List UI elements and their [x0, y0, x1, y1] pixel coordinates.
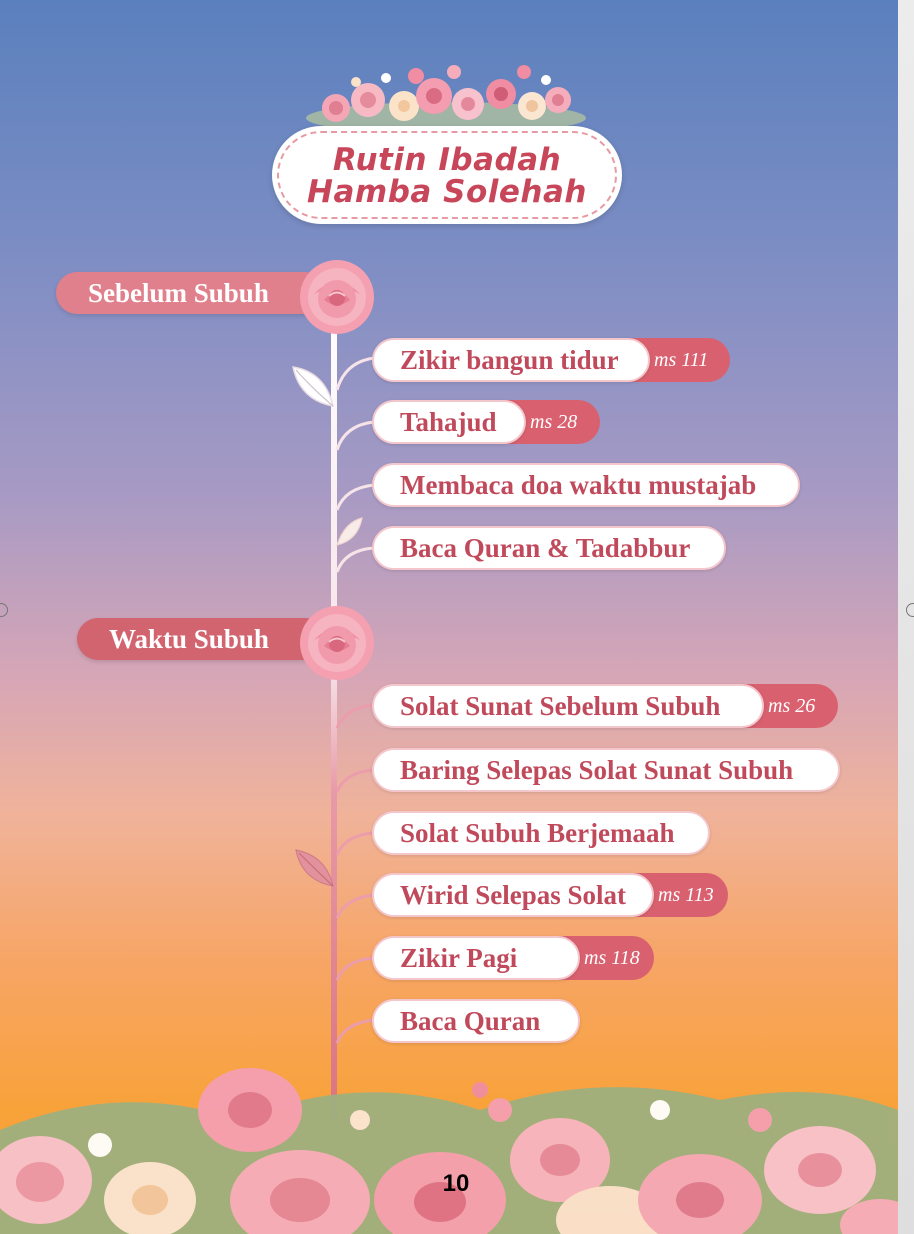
section-label: Waktu Subuh — [109, 624, 269, 654]
item-label: Tahajud — [372, 400, 526, 444]
rose-icon — [296, 602, 378, 684]
page-edge — [898, 0, 914, 1234]
item-label: Membaca doa waktu mustajab — [372, 463, 800, 507]
item-label: Solat Subuh Berjemaah — [372, 811, 710, 855]
page-number: 10 — [442, 1170, 470, 1197]
item-label: Baring Selepas Solat Sunat Subuh — [372, 748, 840, 792]
section-label: Sebelum Subuh — [88, 278, 269, 308]
rose-icon — [296, 256, 378, 338]
page-reference-badge: ms 113 — [624, 873, 728, 917]
title-line-2: Hamba Solehah — [307, 174, 587, 210]
leaf-icon — [293, 367, 333, 406]
page-reference-badge: ms 118 — [550, 936, 654, 980]
rose-border-illustration — [0, 1050, 898, 1234]
flower-bouquet-icon — [296, 58, 596, 136]
item-label: Wirid Selepas Solat — [372, 873, 654, 917]
section-header-sebelum-subuh — [56, 272, 326, 314]
item-label: Zikir Pagi — [372, 936, 580, 980]
item-label: Baca Quran — [372, 999, 580, 1043]
item-label: Solat Sunat Sebelum Subuh — [372, 684, 764, 728]
page-title — [272, 144, 622, 208]
page-reference-badge: ms 111 — [620, 338, 730, 382]
item-label: Baca Quran & Tadabbur — [372, 526, 726, 570]
section-header-waktu-subuh — [77, 618, 326, 660]
item-label: Zikir bangun tidur — [372, 338, 650, 382]
page-reference-badge: ms 26 — [734, 684, 838, 728]
registration-mark-icon — [906, 603, 914, 617]
page-reference-badge: ms 28 — [496, 400, 600, 444]
title-banner — [272, 126, 622, 224]
title-line-1: Rutin Ibadah — [332, 142, 562, 178]
